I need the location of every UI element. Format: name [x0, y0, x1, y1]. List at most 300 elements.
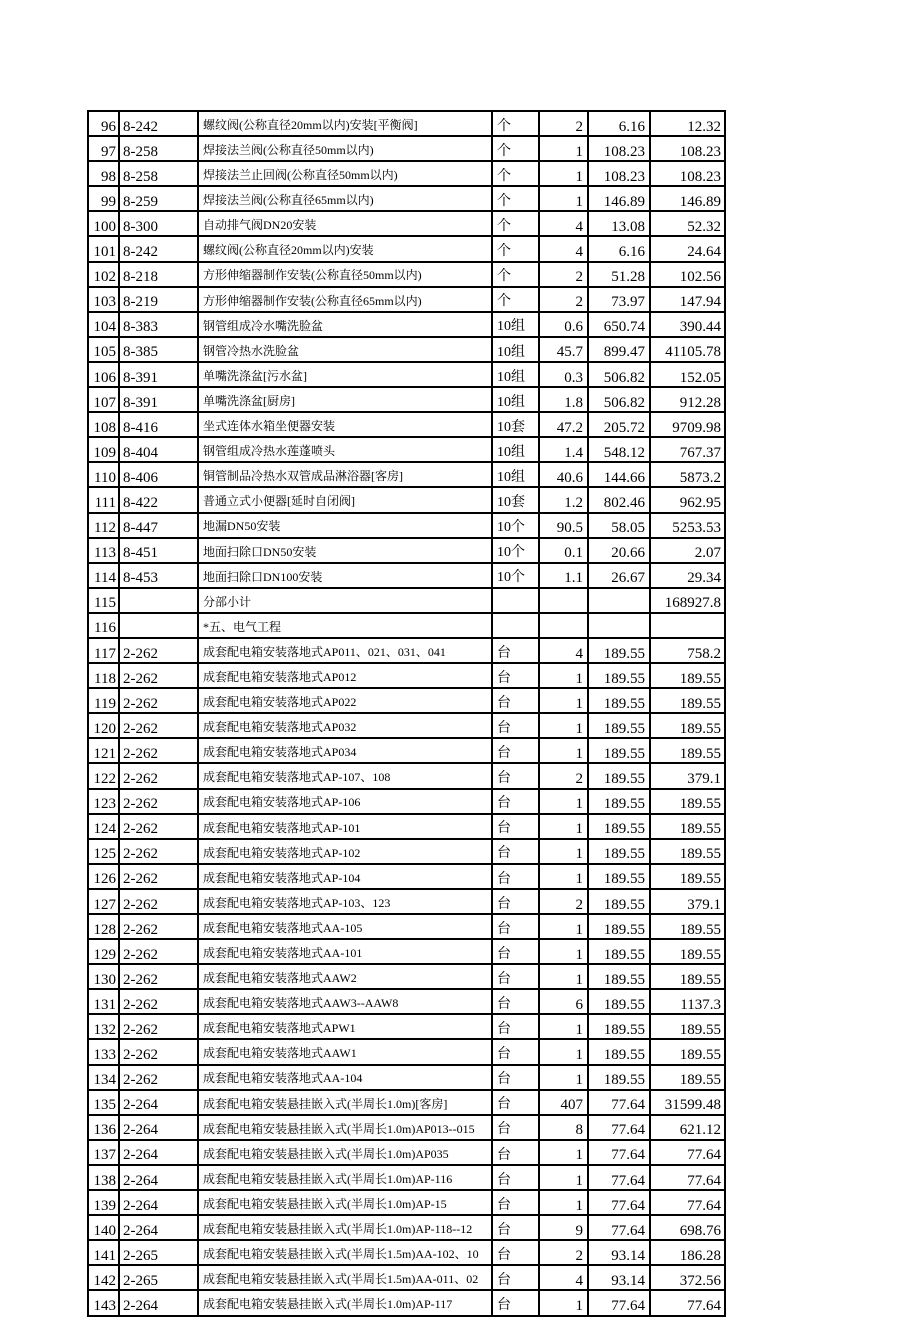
cell-quantity: 1 [539, 1290, 588, 1315]
cell-row_no: 98 [88, 161, 119, 186]
cell-code: 8-383 [119, 312, 198, 337]
cell-amount: 147.94 [650, 287, 725, 312]
cell-unit: 个 [492, 161, 539, 186]
cell-unit: 台 [492, 1215, 539, 1240]
cell-quantity: 407 [539, 1090, 588, 1115]
cell-quantity: 1 [539, 864, 588, 889]
cell-row_no: 127 [88, 889, 119, 914]
cell-row_no: 115 [88, 588, 119, 613]
cell-description: 铜管制品冷热水双管成品淋浴器[客房] [198, 462, 492, 487]
cell-amount: 189.55 [650, 939, 725, 964]
cell-description: 成套配电箱安装落地式AAW1 [198, 1039, 492, 1064]
table-row [88, 864, 725, 889]
cell-description: 成套配电箱安装悬挂嵌入式(半周长1.5m)AA-102、10 [198, 1240, 492, 1265]
cell-unit [492, 613, 539, 638]
cell-amount: 29.34 [650, 563, 725, 588]
cell-code: 2-262 [119, 713, 198, 738]
cell-row_no: 105 [88, 337, 119, 362]
cell-unit: 台 [492, 989, 539, 1014]
cell-unit: 台 [492, 1014, 539, 1039]
cell-code: 2-262 [119, 964, 198, 989]
cell-amount: 698.76 [650, 1215, 725, 1240]
cell-amount: 168927.8 [650, 588, 725, 613]
cell-unit: 10组 [492, 362, 539, 387]
cell-unit_price: 26.67 [588, 563, 650, 588]
table-row [88, 387, 725, 412]
cell-quantity: 1.1 [539, 563, 588, 588]
cell-unit_price: 77.64 [588, 1290, 650, 1315]
cell-amount: 767.37 [650, 437, 725, 462]
cell-row_no: 103 [88, 287, 119, 312]
cell-amount: 189.55 [650, 839, 725, 864]
cell-quantity: 1 [539, 136, 588, 161]
cell-unit: 台 [492, 663, 539, 688]
cell-description: 坐式连体水箱坐便器安装 [198, 412, 492, 437]
cell-unit: 台 [492, 1190, 539, 1215]
cell-description: 成套配电箱安装悬挂嵌入式(半周长1.5m)AA-011、02 [198, 1265, 492, 1290]
table-row [88, 186, 725, 211]
cell-unit: 台 [492, 738, 539, 763]
cell-description: 成套配电箱安装悬挂嵌入式(半周长1.0m)AP013--015 [198, 1115, 492, 1140]
cell-description: 螺纹阀(公称直径20mm以内)安装[平衡阀] [198, 111, 492, 136]
table-row [88, 1140, 725, 1165]
cell-quantity: 1 [539, 914, 588, 939]
cell-unit: 台 [492, 964, 539, 989]
cell-code: 8-422 [119, 487, 198, 512]
cell-quantity: 1 [539, 939, 588, 964]
cell-unit: 个 [492, 111, 539, 136]
cell-description: 成套配电箱安装悬挂嵌入式(半周长1.0m)AP035 [198, 1140, 492, 1165]
cell-unit_price: 189.55 [588, 688, 650, 713]
cell-amount: 146.89 [650, 186, 725, 211]
cell-unit_price: 20.66 [588, 538, 650, 563]
cell-unit_price: 108.23 [588, 136, 650, 161]
cell-quantity: 1 [539, 1190, 588, 1215]
cell-quantity: 6 [539, 989, 588, 1014]
cell-quantity: 47.2 [539, 412, 588, 437]
cell-unit_price: 189.55 [588, 713, 650, 738]
cell-unit: 10个 [492, 563, 539, 588]
cell-quantity: 0.3 [539, 362, 588, 387]
cell-row_no: 109 [88, 437, 119, 462]
cell-unit: 10个 [492, 538, 539, 563]
table-row [88, 513, 725, 538]
cell-code: 8-259 [119, 186, 198, 211]
table-row [88, 814, 725, 839]
cell-unit: 台 [492, 688, 539, 713]
cell-row_no: 96 [88, 111, 119, 136]
cell-description: 焊接法兰阀(公称直径65mm以内) [198, 186, 492, 211]
table-row [88, 1165, 725, 1190]
cell-code: 8-242 [119, 236, 198, 261]
cell-code: 8-242 [119, 111, 198, 136]
cell-quantity: 1 [539, 663, 588, 688]
cell-description: 单嘴洗涤盆[污水盆] [198, 362, 492, 387]
table-row [88, 487, 725, 512]
cell-row_no: 129 [88, 939, 119, 964]
cell-unit: 台 [492, 889, 539, 914]
cell-amount: 912.28 [650, 387, 725, 412]
cell-quantity: 1.2 [539, 487, 588, 512]
table-row [88, 1065, 725, 1090]
cell-unit_price: 189.55 [588, 789, 650, 814]
table-row [88, 613, 725, 638]
cell-unit: 台 [492, 1265, 539, 1290]
cell-amount: 189.55 [650, 964, 725, 989]
cell-description: 成套配电箱安装落地式AP-107、108 [198, 763, 492, 788]
cell-row_no: 125 [88, 839, 119, 864]
cell-unit_price: 548.12 [588, 437, 650, 462]
cell-description: 钢管冷热水洗脸盆 [198, 337, 492, 362]
table-row [88, 964, 725, 989]
cell-code: 2-262 [119, 688, 198, 713]
cell-unit: 台 [492, 1039, 539, 1064]
cell-row_no: 106 [88, 362, 119, 387]
cell-unit: 台 [492, 1290, 539, 1315]
cell-row_no: 118 [88, 663, 119, 688]
cell-code: 2-262 [119, 763, 198, 788]
cell-description: *五、电气工程 [198, 613, 492, 638]
table-row [88, 236, 725, 261]
cell-code: 2-264 [119, 1090, 198, 1115]
cell-amount [650, 613, 725, 638]
cell-row_no: 128 [88, 914, 119, 939]
cell-row_no: 140 [88, 1215, 119, 1240]
cell-row_no: 97 [88, 136, 119, 161]
cell-unit_price: 189.55 [588, 864, 650, 889]
cell-row_no: 136 [88, 1115, 119, 1140]
cell-quantity: 45.7 [539, 337, 588, 362]
cell-amount: 379.1 [650, 763, 725, 788]
table-row [88, 713, 725, 738]
cell-unit: 个 [492, 136, 539, 161]
cell-row_no: 110 [88, 462, 119, 487]
cell-unit_price: 58.05 [588, 513, 650, 538]
cell-row_no: 138 [88, 1165, 119, 1190]
cell-unit [492, 588, 539, 613]
cell-code: 8-404 [119, 437, 198, 462]
cell-code: 2-262 [119, 814, 198, 839]
cell-unit_price: 189.55 [588, 638, 650, 663]
cell-unit_price: 93.14 [588, 1240, 650, 1265]
cell-description: 焊接法兰止回阀(公称直径50mm以内) [198, 161, 492, 186]
cell-unit_price: 77.64 [588, 1140, 650, 1165]
cell-quantity: 2 [539, 287, 588, 312]
cell-row_no: 134 [88, 1065, 119, 1090]
cell-quantity [539, 588, 588, 613]
cell-unit: 10组 [492, 462, 539, 487]
cell-quantity: 4 [539, 236, 588, 261]
cell-description: 成套配电箱安装悬挂嵌入式(半周长1.0m)AP-118--12 [198, 1215, 492, 1240]
cell-quantity: 2 [539, 1240, 588, 1265]
cell-unit_price: 205.72 [588, 412, 650, 437]
cell-description: 分部小计 [198, 588, 492, 613]
cell-description: 成套配电箱安装落地式AP-102 [198, 839, 492, 864]
cell-code: 8-391 [119, 387, 198, 412]
cell-unit_price [588, 588, 650, 613]
cell-unit: 10套 [492, 487, 539, 512]
cell-row_no: 100 [88, 211, 119, 236]
cell-unit: 10组 [492, 312, 539, 337]
table-row [88, 1240, 725, 1265]
cell-code: 8-258 [119, 136, 198, 161]
cell-unit_price: 650.74 [588, 312, 650, 337]
cell-unit_price: 899.47 [588, 337, 650, 362]
cell-unit: 台 [492, 814, 539, 839]
cell-code: 2-262 [119, 839, 198, 864]
cell-unit: 台 [492, 713, 539, 738]
cell-description: 地面扫除口DN50安装 [198, 538, 492, 563]
cell-quantity [539, 613, 588, 638]
cell-code: 2-262 [119, 914, 198, 939]
cell-amount: 108.23 [650, 136, 725, 161]
cell-description: 成套配电箱安装落地式AA-101 [198, 939, 492, 964]
cell-row_no: 121 [88, 738, 119, 763]
cell-unit: 台 [492, 864, 539, 889]
cell-quantity: 1 [539, 964, 588, 989]
cell-row_no: 108 [88, 412, 119, 437]
cell-quantity: 1.8 [539, 387, 588, 412]
cell-unit_price: 6.16 [588, 111, 650, 136]
cell-quantity: 1 [539, 161, 588, 186]
cell-unit: 台 [492, 1115, 539, 1140]
cell-code [119, 588, 198, 613]
cell-amount: 758.2 [650, 638, 725, 663]
cell-code: 2-264 [119, 1140, 198, 1165]
cell-amount: 108.23 [650, 161, 725, 186]
cell-quantity: 1 [539, 1165, 588, 1190]
cell-code: 2-264 [119, 1165, 198, 1190]
cell-unit_price: 77.64 [588, 1190, 650, 1215]
cell-amount: 2.07 [650, 538, 725, 563]
cell-description: 钢管组成冷热水莲蓬喷头 [198, 437, 492, 462]
table-row [88, 437, 725, 462]
cell-amount: 189.55 [650, 713, 725, 738]
cell-amount: 189.55 [650, 1014, 725, 1039]
table-row [88, 287, 725, 312]
cell-code: 2-262 [119, 789, 198, 814]
cell-unit: 台 [492, 789, 539, 814]
cell-description: 成套配电箱安装落地式AAW2 [198, 964, 492, 989]
cell-row_no: 122 [88, 763, 119, 788]
cell-code: 2-262 [119, 989, 198, 1014]
table-row [88, 939, 725, 964]
cell-description: 成套配电箱安装落地式AP-101 [198, 814, 492, 839]
cell-amount: 186.28 [650, 1240, 725, 1265]
cell-quantity: 2 [539, 763, 588, 788]
table-row [88, 588, 725, 613]
cell-code: 8-453 [119, 563, 198, 588]
cell-code: 2-262 [119, 1065, 198, 1090]
cell-unit: 10个 [492, 513, 539, 538]
cell-row_no: 104 [88, 312, 119, 337]
cell-amount: 189.55 [650, 1039, 725, 1064]
cell-quantity: 1 [539, 1014, 588, 1039]
cell-unit_price: 13.08 [588, 211, 650, 236]
cell-code: 2-262 [119, 864, 198, 889]
table-row [88, 262, 725, 287]
cell-quantity: 0.1 [539, 538, 588, 563]
cell-quantity: 9 [539, 1215, 588, 1240]
cell-unit_price [588, 613, 650, 638]
cell-row_no: 143 [88, 1290, 119, 1315]
cell-row_no: 114 [88, 563, 119, 588]
table-row [88, 211, 725, 236]
table-row [88, 989, 725, 1014]
cell-description: 地漏DN50安装 [198, 513, 492, 538]
cell-unit: 个 [492, 262, 539, 287]
cell-code: 2-264 [119, 1190, 198, 1215]
cell-unit_price: 189.55 [588, 914, 650, 939]
cell-row_no: 124 [88, 814, 119, 839]
table-row [88, 563, 725, 588]
cell-row_no: 101 [88, 236, 119, 261]
cell-amount: 189.55 [650, 738, 725, 763]
cell-amount: 152.05 [650, 362, 725, 387]
cell-code: 2-265 [119, 1265, 198, 1290]
table-row [88, 1265, 725, 1290]
cell-unit_price: 189.55 [588, 1014, 650, 1039]
cell-code: 2-262 [119, 889, 198, 914]
cell-amount: 102.56 [650, 262, 725, 287]
table-row [88, 663, 725, 688]
table-row [88, 839, 725, 864]
cell-quantity: 1.4 [539, 437, 588, 462]
table-row [88, 638, 725, 663]
cell-amount: 189.55 [650, 814, 725, 839]
cell-code: 2-264 [119, 1290, 198, 1315]
cell-code: 2-264 [119, 1215, 198, 1240]
cell-unit_price: 802.46 [588, 487, 650, 512]
cell-code: 8-406 [119, 462, 198, 487]
cell-description: 方形伸缩器制作安装(公称直径50mm以内) [198, 262, 492, 287]
cell-row_no: 133 [88, 1039, 119, 1064]
cell-amount: 621.12 [650, 1115, 725, 1140]
cell-unit: 台 [492, 1065, 539, 1090]
cell-code [119, 613, 198, 638]
cell-description: 成套配电箱安装悬挂嵌入式(半周长1.0m)[客房] [198, 1090, 492, 1115]
cell-unit: 台 [492, 638, 539, 663]
cell-row_no: 116 [88, 613, 119, 638]
cell-row_no: 132 [88, 1014, 119, 1039]
table-row [88, 538, 725, 563]
table-row [88, 1215, 725, 1240]
cell-amount: 379.1 [650, 889, 725, 914]
cell-amount: 12.32 [650, 111, 725, 136]
cell-code: 2-262 [119, 939, 198, 964]
cell-description: 地面扫除口DN100安装 [198, 563, 492, 588]
cell-amount: 189.55 [650, 789, 725, 814]
cell-code: 2-262 [119, 1039, 198, 1064]
table-row [88, 1290, 725, 1315]
cell-unit_price: 189.55 [588, 738, 650, 763]
cell-amount: 189.55 [650, 864, 725, 889]
cell-quantity: 2 [539, 889, 588, 914]
cell-amount: 189.55 [650, 688, 725, 713]
cell-unit: 个 [492, 236, 539, 261]
cell-row_no: 135 [88, 1090, 119, 1115]
cell-description: 成套配电箱安装落地式AP-104 [198, 864, 492, 889]
cell-description: 成套配电箱安装落地式AA-104 [198, 1065, 492, 1090]
cell-code: 2-262 [119, 738, 198, 763]
cell-amount: 5873.2 [650, 462, 725, 487]
cell-unit: 台 [492, 1240, 539, 1265]
cell-description: 钢管组成冷水嘴洗脸盆 [198, 312, 492, 337]
cell-amount: 962.95 [650, 487, 725, 512]
cell-quantity: 4 [539, 211, 588, 236]
cell-code: 2-262 [119, 1014, 198, 1039]
cell-unit_price: 189.55 [588, 663, 650, 688]
cell-unit_price: 506.82 [588, 362, 650, 387]
cell-unit_price: 77.64 [588, 1165, 650, 1190]
cell-description: 成套配电箱安装落地式AP022 [198, 688, 492, 713]
cell-unit_price: 93.14 [588, 1265, 650, 1290]
table-row [88, 136, 725, 161]
table-row [88, 1090, 725, 1115]
cell-quantity: 1 [539, 789, 588, 814]
cell-amount: 1137.3 [650, 989, 725, 1014]
cell-unit_price: 189.55 [588, 839, 650, 864]
cell-amount: 372.56 [650, 1265, 725, 1290]
table-row [88, 763, 725, 788]
cell-amount: 77.64 [650, 1165, 725, 1190]
cell-description: 方形伸缩器制作安装(公称直径65mm以内) [198, 287, 492, 312]
cell-unit_price: 189.55 [588, 939, 650, 964]
cell-unit_price: 189.55 [588, 763, 650, 788]
cell-code: 8-447 [119, 513, 198, 538]
table-row [88, 462, 725, 487]
cell-unit: 台 [492, 1090, 539, 1115]
cell-unit: 10组 [492, 437, 539, 462]
cost-estimate-table-body [88, 111, 725, 1316]
cell-quantity: 1 [539, 814, 588, 839]
cell-unit_price: 6.16 [588, 236, 650, 261]
cell-quantity: 2 [539, 111, 588, 136]
cell-quantity: 1 [539, 1039, 588, 1064]
cell-unit_price: 506.82 [588, 387, 650, 412]
cell-code: 2-262 [119, 638, 198, 663]
cell-quantity: 1 [539, 713, 588, 738]
cell-quantity: 1 [539, 688, 588, 713]
cell-unit: 10套 [492, 412, 539, 437]
cell-row_no: 123 [88, 789, 119, 814]
cell-unit_price: 144.66 [588, 462, 650, 487]
cell-description: 成套配电箱安装悬挂嵌入式(半周长1.0m)AP-116 [198, 1165, 492, 1190]
cell-description: 成套配电箱安装悬挂嵌入式(半周长1.0m)AP-15 [198, 1190, 492, 1215]
cell-amount: 52.32 [650, 211, 725, 236]
cell-quantity: 1 [539, 1065, 588, 1090]
cell-row_no: 117 [88, 638, 119, 663]
cell-unit: 10组 [492, 387, 539, 412]
cell-row_no: 119 [88, 688, 119, 713]
table-row [88, 1014, 725, 1039]
cell-description: 成套配电箱安装落地式AAW3--AAW8 [198, 989, 492, 1014]
cell-amount: 189.55 [650, 914, 725, 939]
cell-unit_price: 77.64 [588, 1215, 650, 1240]
cell-description: 成套配电箱安装落地式AA-105 [198, 914, 492, 939]
cell-unit_price: 189.55 [588, 964, 650, 989]
cell-code: 8-385 [119, 337, 198, 362]
cell-description: 螺纹阀(公称直径20mm以内)安装 [198, 236, 492, 261]
cell-code: 8-258 [119, 161, 198, 186]
cell-unit_price: 189.55 [588, 814, 650, 839]
cell-unit_price: 146.89 [588, 186, 650, 211]
cell-code: 8-300 [119, 211, 198, 236]
cell-amount: 77.64 [650, 1290, 725, 1315]
cell-quantity: 1 [539, 186, 588, 211]
cell-description: 单嘴洗涤盆[厨房] [198, 387, 492, 412]
cell-row_no: 113 [88, 538, 119, 563]
